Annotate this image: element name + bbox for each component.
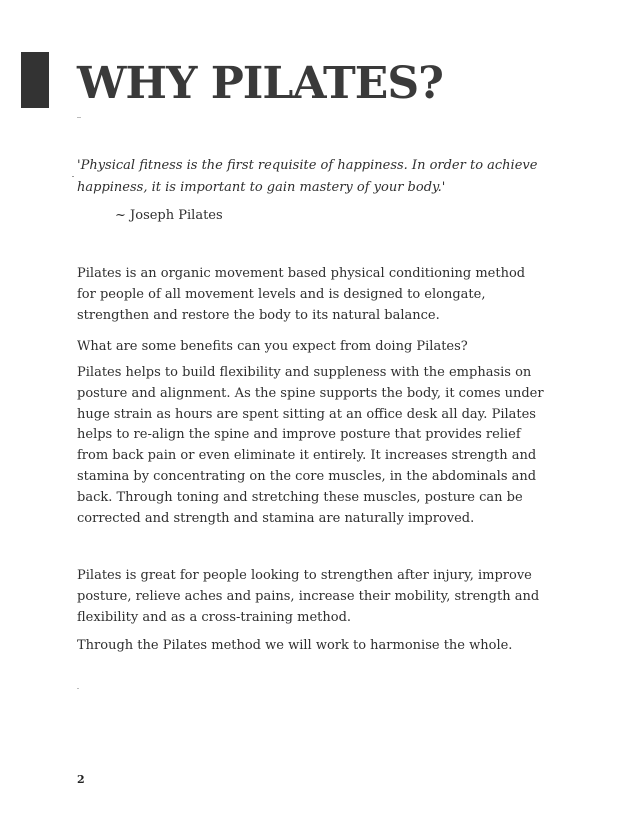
page-number: 2 <box>77 773 85 786</box>
who-paragraph: Pilates is great for people looking to strengthen after injury, improve posture, relieve aches and pains, increase their mobility, strength and flexibility and as a cross-training method. <box>77 568 540 625</box>
intro-paragraph: Pilates is an organic movement based physical conditioning method for people of all movement levels and is designed to elongate, strengthen and restore the body to its natural balance. <box>77 266 526 323</box>
page-title: WHY PILATES? <box>77 58 443 109</box>
end-mark <box>77 688 79 689</box>
closing-paragraph: Through the Pilates method we will work to harmonise the whole. <box>77 638 513 653</box>
benefits-paragraph: Pilates helps to build flexibility and suppleness with the emphasis on posture and alignment. As the spine supports the body, it comes under huge strain as hours are spent sitting at an office desk all day. Pilates helps to re-align the spine and improve posture that provides relief from back pain or even eliminate it entirely. It increases strength and stamina by concentrating on the core muscles, in the abdominals and back. Through toning and stretching these muscles, posture can be corrected and strength and stamina are naturally improved. <box>77 365 544 526</box>
quote-author: ~ Joseph Pilates <box>115 208 223 223</box>
pilates-quote: 'Physical fitness is the first requisite of happiness. In order to achieve happiness, it is important to gain mastery of your body.' <box>77 158 538 195</box>
quote-mark <box>72 176 74 177</box>
benefits-question: What are some benefits can you expect from doing Pilates? <box>77 339 468 354</box>
heading-accent-bar <box>21 52 49 108</box>
title-underline-mark <box>77 117 81 118</box>
